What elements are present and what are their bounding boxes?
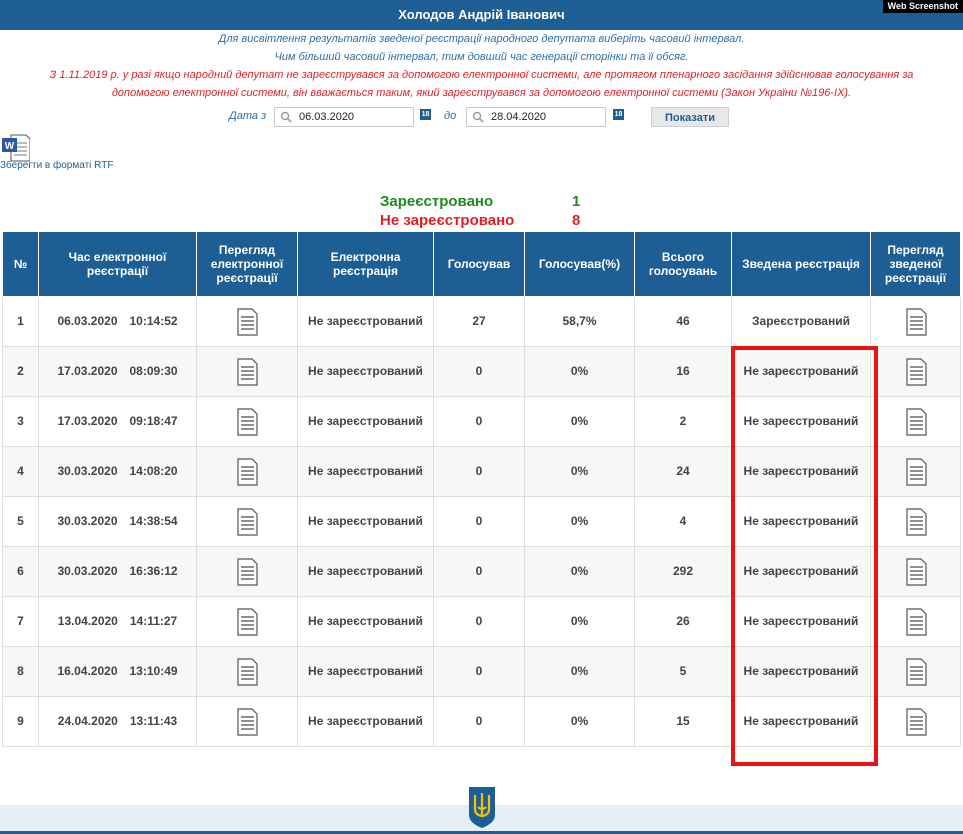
total-votes: 26 (635, 597, 732, 647)
view-summary-cell (871, 397, 961, 447)
row-number: 7 (3, 597, 39, 647)
table-header-row (3, 232, 961, 297)
summary-registration: Не зареєстрований (732, 597, 871, 647)
electronic-registration: Не зареєстрований (298, 597, 434, 647)
electronic-registration: Не зареєстрований (298, 347, 434, 397)
view-registration-cell (197, 347, 298, 397)
voted-percent: 0% (525, 697, 635, 747)
document-icon[interactable] (904, 708, 928, 736)
table-row (3, 447, 961, 497)
electronic-registration: Не зареєстрований (298, 447, 434, 497)
total-votes: 16 (635, 347, 732, 397)
document-icon[interactable] (904, 358, 928, 386)
view-registration-cell (197, 397, 298, 447)
table-row (3, 597, 961, 647)
view-registration-cell (197, 547, 298, 597)
registration-clock: 09:18:47 (129, 414, 178, 428)
voted-percent: 0% (525, 447, 635, 497)
electronic-registration: Не зареєстрований (298, 697, 434, 747)
summary-registration: Не зареєстрований (732, 447, 871, 497)
voted-percent: 0% (525, 397, 635, 447)
registration-time (39, 597, 197, 647)
voted-percent: 0% (525, 347, 635, 397)
summary-registration: Не зареєстрований (732, 647, 871, 697)
top-bar (0, 0, 963, 30)
trident-crest-icon (467, 785, 497, 829)
registration-date: 17.03.2020 (57, 364, 118, 378)
total-votes: 2 (635, 397, 732, 447)
registration-time (39, 547, 197, 597)
date-from-input[interactable] (274, 107, 414, 127)
document-icon[interactable] (235, 708, 259, 736)
voted-percent: 0% (525, 597, 635, 647)
col-view-summary: Перегляд зведеної реєстрації (871, 232, 961, 297)
table-body (3, 297, 961, 747)
word-document-icon (2, 134, 30, 162)
voted-count: 27 (434, 297, 525, 347)
view-registration-cell (197, 497, 298, 547)
registration-date: 24.04.2020 (57, 714, 118, 728)
not-registered-label: Не зареєстровано (380, 212, 515, 229)
row-number: 5 (3, 497, 39, 547)
summary-registration: Не зареєстрований (732, 697, 871, 747)
registered-count: 1 (572, 193, 581, 210)
col-voted-percent: Голосував(%) (525, 232, 635, 297)
save-rtf-link[interactable] (0, 134, 140, 174)
row-number: 6 (3, 547, 39, 597)
col-electronic-registration: Електронна реєстрація (298, 232, 434, 297)
summary-registration: Зареєстрований (732, 297, 871, 347)
document-icon[interactable] (904, 658, 928, 686)
svg-text:W: W (4, 141, 15, 152)
view-summary-cell (871, 297, 961, 347)
table-row (3, 647, 961, 697)
col-summary-registration: Зведена реєстрація (732, 232, 871, 297)
view-summary-cell (871, 447, 961, 497)
view-registration-cell (197, 297, 298, 347)
voted-count: 0 (434, 447, 525, 497)
date-from-label: Дата з (229, 110, 267, 122)
row-number: 9 (3, 697, 39, 747)
calendar-icon[interactable]: 18 (614, 111, 623, 118)
electronic-registration: Не зареєстрований (298, 497, 434, 547)
registration-clock: 13:10:49 (129, 664, 178, 678)
calendar-icon[interactable]: 18 (421, 111, 430, 118)
date-filter-bar (0, 107, 963, 129)
document-icon[interactable] (904, 608, 928, 636)
row-number: 2 (3, 347, 39, 397)
law-notice-line-2: допомогою електронної системи, він вважається таким, який зареєструвався за допомогою електронної системи (Закон України №196-IX). (111, 87, 852, 99)
total-votes: 24 (635, 447, 732, 497)
voted-percent: 0% (525, 497, 635, 547)
date-to-value: 28.04.2020 (491, 111, 547, 123)
view-summary-cell (871, 697, 961, 747)
voted-percent: 0% (525, 647, 635, 697)
not-registered-count: 8 (572, 212, 581, 229)
view-registration-cell (197, 597, 298, 647)
summary-registration: Не зареєстрований (732, 347, 871, 397)
registration-time (39, 697, 197, 747)
voted-count: 0 (434, 597, 525, 647)
table-row (3, 697, 961, 747)
registration-date: 13.04.2020 (57, 614, 118, 628)
web-screenshot-watermark: Web Screenshot (883, 0, 963, 13)
view-registration-cell (197, 647, 298, 697)
registration-time (39, 297, 197, 347)
table-row (3, 497, 961, 547)
date-to-input[interactable] (466, 107, 606, 127)
registration-clock: 14:08:20 (129, 464, 178, 478)
save-rtf-label: Зберегти в форматі RTF (0, 160, 114, 171)
document-icon[interactable] (235, 558, 259, 586)
total-votes: 46 (635, 297, 732, 347)
date-to-label: до (444, 110, 457, 122)
search-icon (472, 111, 484, 123)
summary-registration: Не зареєстрований (732, 547, 871, 597)
view-summary-cell (871, 647, 961, 697)
document-icon[interactable] (235, 508, 259, 536)
total-votes: 4 (635, 497, 732, 547)
view-summary-cell (871, 347, 961, 397)
registration-clock: 08:09:30 (129, 364, 178, 378)
registration-date: 06.03.2020 (57, 314, 118, 328)
deputy-name-title: Холодов Андрій Іванович (398, 7, 565, 22)
total-votes: 15 (635, 697, 732, 747)
search-icon (280, 111, 292, 123)
view-summary-cell (871, 597, 961, 647)
document-icon[interactable] (904, 458, 928, 486)
registration-date: 17.03.2020 (57, 414, 118, 428)
info-line-1: Для висвітлення результатів зведеної реєстрації народного депутата виберіть часовий інтервал. (218, 33, 745, 45)
document-icon[interactable] (904, 508, 928, 536)
registration-time (39, 397, 197, 447)
document-icon[interactable] (235, 458, 259, 486)
voted-count: 0 (434, 647, 525, 697)
voted-count: 0 (434, 397, 525, 447)
total-votes: 292 (635, 547, 732, 597)
registration-table (2, 231, 961, 747)
voted-count: 0 (434, 697, 525, 747)
col-voted: Голосував (434, 232, 525, 297)
registration-time (39, 647, 197, 697)
law-notice-line-1: З 1.11.2019 р. у разі якщо народний депутат не зареєструвався за допомогою електронної системи, але протягом пленарного засідання здійснював голосування за (49, 69, 914, 81)
document-icon[interactable] (235, 608, 259, 636)
document-icon[interactable] (904, 408, 928, 436)
date-from-value: 06.03.2020 (299, 111, 355, 123)
registration-time (39, 447, 197, 497)
table-row (3, 297, 961, 347)
document-icon[interactable] (235, 308, 259, 336)
registration-date: 16.04.2020 (57, 664, 118, 678)
document-icon[interactable] (235, 658, 259, 686)
col-number: № (3, 232, 39, 297)
col-view-registration: Перегляд електронної реєстрації (197, 232, 298, 297)
view-summary-cell (871, 547, 961, 597)
registration-clock: 10:14:52 (129, 314, 178, 328)
col-total-votes: Всього голосувань (635, 232, 732, 297)
registration-clock: 16:36:12 (129, 564, 178, 578)
total-votes: 5 (635, 647, 732, 697)
electronic-registration: Не зареєстрований (298, 397, 434, 447)
summary-registration: Не зареєстрований (732, 397, 871, 447)
table-row (3, 347, 961, 397)
voted-count: 0 (434, 347, 525, 397)
row-number: 4 (3, 447, 39, 497)
view-registration-cell (197, 697, 298, 747)
row-number: 1 (3, 297, 39, 347)
voted-count: 0 (434, 547, 525, 597)
table-row (3, 547, 961, 597)
col-registration-time: Час електронної реєстрації (39, 232, 197, 297)
registration-clock: 14:38:54 (129, 514, 178, 528)
electronic-registration: Не зареєстрований (298, 297, 434, 347)
view-registration-cell (197, 447, 298, 497)
show-button[interactable]: Показати (651, 107, 729, 127)
row-number: 8 (3, 647, 39, 697)
registration-time (39, 347, 197, 397)
document-icon[interactable] (904, 308, 928, 336)
document-icon[interactable] (904, 558, 928, 586)
registration-time (39, 497, 197, 547)
registration-clock: 14:11:27 (129, 614, 178, 628)
registration-clock: 13:11:43 (129, 714, 178, 728)
document-icon[interactable] (235, 408, 259, 436)
registration-date: 30.03.2020 (57, 514, 118, 528)
footer (0, 805, 963, 834)
info-line-2: Чим більший часовий інтервал, тим довший час генерації сторінки та її обсяг. (274, 51, 689, 63)
voted-percent: 58,7% (525, 297, 635, 347)
registration-date: 30.03.2020 (57, 464, 118, 478)
voted-count: 0 (434, 497, 525, 547)
registered-label: Зареєстровано (380, 193, 494, 210)
summary-registration: Не зареєстрований (732, 497, 871, 547)
row-number: 3 (3, 397, 39, 447)
voted-percent: 0% (525, 547, 635, 597)
registration-date: 30.03.2020 (57, 564, 118, 578)
electronic-registration: Не зареєстрований (298, 547, 434, 597)
electronic-registration: Не зареєстрований (298, 647, 434, 697)
table-row (3, 397, 961, 447)
view-summary-cell (871, 497, 961, 547)
document-icon[interactable] (235, 358, 259, 386)
